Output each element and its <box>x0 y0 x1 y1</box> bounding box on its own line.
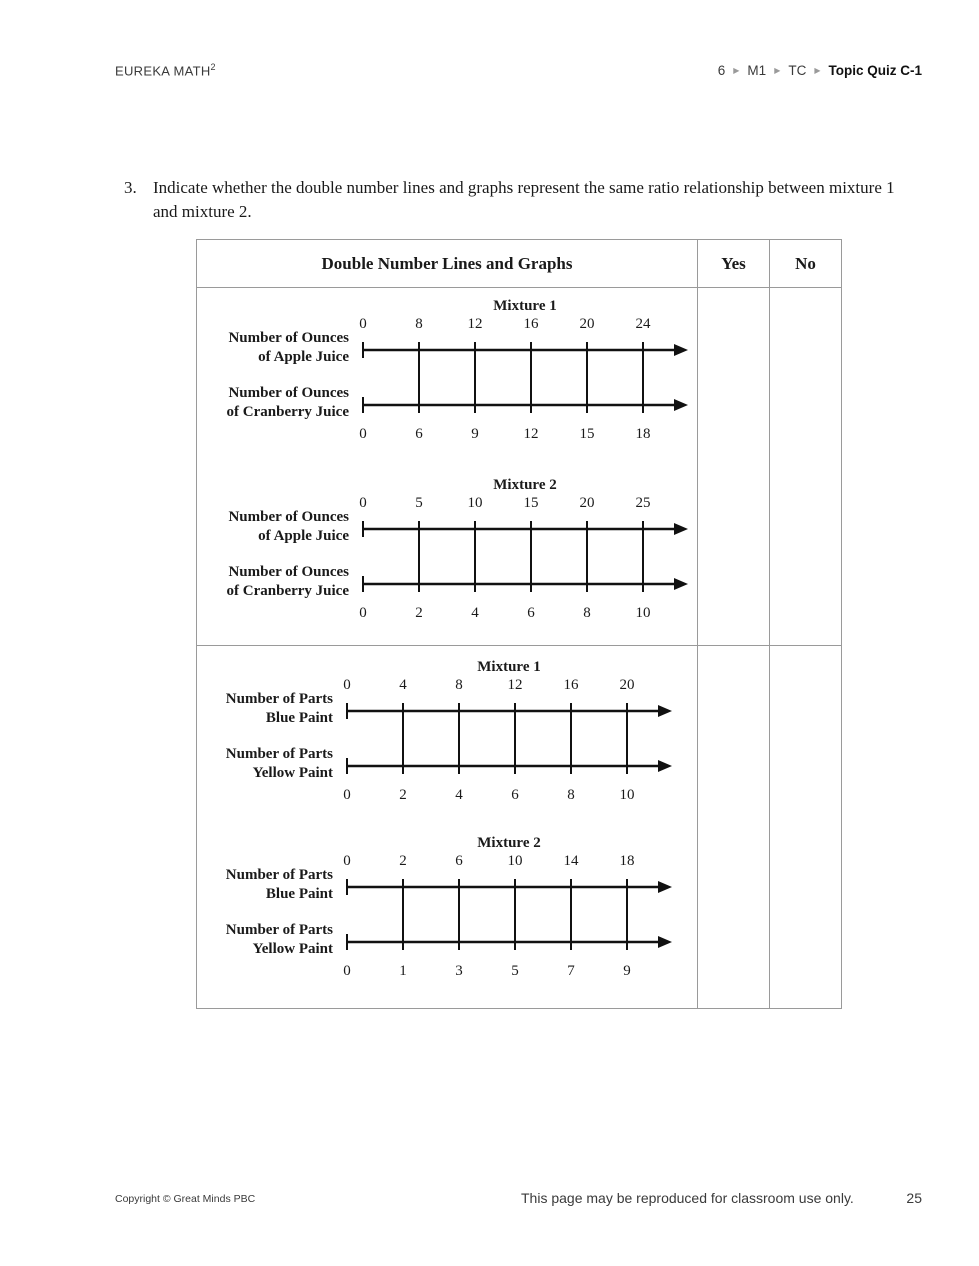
bottom-line-label: of Cranberry Juice <box>226 404 349 420</box>
top-tick-label: 20 <box>579 495 595 511</box>
top-line-label: of Apple Juice <box>258 349 349 365</box>
bottom-tick-label: 2 <box>415 605 423 621</box>
bottom-tick-label: 4 <box>455 787 463 803</box>
bottom-tick-label: 5 <box>511 963 519 979</box>
top-tick-label: 0 <box>343 853 351 869</box>
top-line-label: Number of Ounces <box>228 330 349 346</box>
top-tick-label: 10 <box>467 495 483 511</box>
brand-name: EUREKA MATH <box>115 63 211 79</box>
top-tick-label: 8 <box>455 677 463 693</box>
bottom-line-label: of Cranberry Juice <box>226 583 349 599</box>
bottom-tick-label: 9 <box>623 963 631 979</box>
bottom-tick-label: 8 <box>583 605 591 621</box>
bottom-tick-label: 6 <box>511 787 519 803</box>
top-tick-label: 25 <box>635 495 651 511</box>
arrow-right-icon <box>674 523 688 535</box>
top-tick-label: 10 <box>507 853 523 869</box>
mixture-title: Mixture 2 <box>477 835 541 851</box>
bottom-tick-label: 6 <box>527 605 535 621</box>
yes-answer-cell[interactable] <box>698 288 770 646</box>
top-tick-label: 6 <box>455 853 463 869</box>
mixture-title: Mixture 1 <box>493 298 557 314</box>
arrow-right-icon <box>674 344 688 356</box>
triangle-right-icon: ▶ <box>814 66 821 75</box>
top-tick-label: 12 <box>467 316 483 332</box>
breadcrumb-module: M1 <box>747 63 767 78</box>
yes-answer-cell[interactable] <box>698 646 770 1009</box>
question <box>124 176 904 224</box>
bottom-tick-label: 7 <box>567 963 575 979</box>
bottom-tick-label: 9 <box>471 426 479 442</box>
answer-table <box>196 239 842 1009</box>
bottom-tick-label: 6 <box>415 426 423 442</box>
top-tick-label: 16 <box>563 677 579 693</box>
bottom-tick-label: 0 <box>343 787 351 803</box>
top-line-label: Number of Parts <box>225 691 333 707</box>
top-line-label: Blue Paint <box>265 710 333 726</box>
top-line-label: Number of Ounces <box>228 509 349 525</box>
top-tick-label: 4 <box>399 677 407 693</box>
bottom-tick-label: 0 <box>359 605 367 621</box>
arrow-right-icon <box>658 760 672 772</box>
top-tick-label: 2 <box>399 853 407 869</box>
brand-logo <box>115 62 216 78</box>
table-header-row <box>197 240 842 288</box>
no-answer-cell[interactable] <box>770 646 842 1009</box>
breadcrumb-topic: TC <box>788 63 807 78</box>
bottom-line-label: Number of Parts <box>225 922 333 938</box>
bottom-tick-label: 15 <box>579 426 595 442</box>
triangle-right-icon: ▶ <box>774 66 781 75</box>
bottom-tick-label: 4 <box>471 605 479 621</box>
diagram-cell <box>197 288 698 646</box>
header-no: No <box>770 240 842 288</box>
top-tick-label: 0 <box>359 316 367 332</box>
arrow-right-icon <box>674 578 688 590</box>
reproduction-notice: This page may be reproduced for classroom use only. <box>521 1190 854 1206</box>
top-tick-label: 16 <box>523 316 539 332</box>
arrow-right-icon <box>674 399 688 411</box>
question-number: 3. <box>124 178 137 197</box>
top-tick-label: 12 <box>507 677 523 693</box>
bottom-line-label: Yellow Paint <box>252 941 333 957</box>
top-line-label: Number of Parts <box>225 867 333 883</box>
juice-double-number-lines <box>197 288 697 645</box>
mixture-title: Mixture 2 <box>493 477 557 493</box>
arrow-right-icon <box>658 936 672 948</box>
top-tick-label: 20 <box>619 677 635 693</box>
breadcrumb-grade: 6 <box>717 63 726 78</box>
no-answer-cell[interactable] <box>770 288 842 646</box>
bottom-tick-label: 12 <box>523 426 539 442</box>
bottom-tick-label: 2 <box>399 787 407 803</box>
top-tick-label: 18 <box>619 853 635 869</box>
bottom-line-label: Number of Parts <box>225 746 333 762</box>
top-tick-label: 8 <box>415 316 423 332</box>
question-text: Indicate whether the double number lines and graphs represent the same ratio relationship between mixture 1 and mixture 2. <box>153 178 895 221</box>
top-line-label: Blue Paint <box>265 886 333 902</box>
top-tick-label: 20 <box>579 316 595 332</box>
top-tick-label: 24 <box>635 316 651 332</box>
bottom-tick-label: 0 <box>343 963 351 979</box>
header-double-number-lines: Double Number Lines and Graphs <box>197 240 698 288</box>
breadcrumb-current: Topic Quiz C-1 <box>828 63 922 78</box>
bottom-tick-label: 18 <box>635 426 651 442</box>
arrow-right-icon <box>658 881 672 893</box>
bottom-line-label: Yellow Paint <box>252 765 333 781</box>
top-tick-label: 15 <box>523 495 539 511</box>
bottom-line-label: Number of Ounces <box>228 385 349 401</box>
page-number: 25 <box>906 1190 922 1206</box>
bottom-tick-label: 10 <box>619 787 635 803</box>
mixture-title: Mixture 1 <box>477 659 541 675</box>
paint-double-number-lines <box>197 646 697 1008</box>
arrow-right-icon <box>658 705 672 717</box>
top-line-label: of Apple Juice <box>258 528 349 544</box>
bottom-tick-label: 8 <box>567 787 575 803</box>
top-tick-label: 5 <box>415 495 423 511</box>
diagram-cell <box>197 646 698 1009</box>
table-row <box>197 646 842 1009</box>
bottom-tick-label: 10 <box>635 605 651 621</box>
top-tick-label: 0 <box>359 495 367 511</box>
bottom-tick-label: 1 <box>399 963 407 979</box>
bottom-tick-label: 0 <box>359 426 367 442</box>
brand-superscript: 2 <box>210 62 216 72</box>
triangle-right-icon: ▶ <box>733 66 740 75</box>
header-yes: Yes <box>698 240 770 288</box>
bottom-line-label: Number of Ounces <box>228 564 349 580</box>
breadcrumb <box>718 63 922 78</box>
table-row <box>197 288 842 646</box>
top-tick-label: 14 <box>563 853 579 869</box>
top-tick-label: 0 <box>343 677 351 693</box>
copyright: Copyright © Great Minds PBC <box>115 1193 256 1205</box>
bottom-tick-label: 3 <box>455 963 463 979</box>
